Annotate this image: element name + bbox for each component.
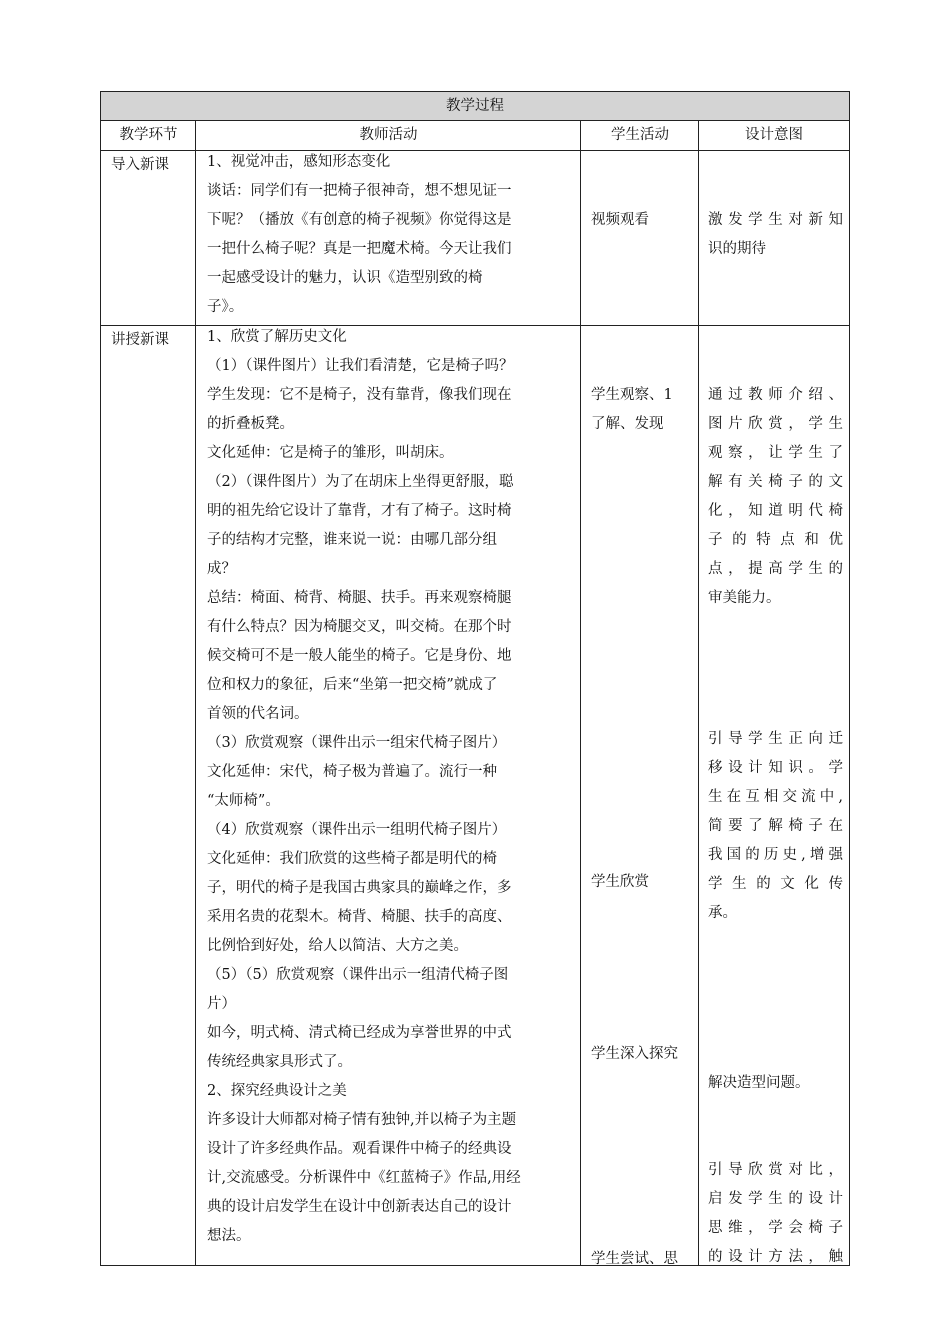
- text-line: 成？: [207, 561, 236, 577]
- text-line: 如今，明式椅、清式椅已经成为享誉世界的中式: [207, 1025, 512, 1041]
- text-line: 想法。: [207, 1228, 251, 1244]
- teacher-activity: [207, 323, 577, 1251]
- text-line: 文化延伸：它是椅子的雏形，叫胡床。: [207, 445, 454, 461]
- text-line: 文化延伸：宋代，椅子极为普遍了。流行一种: [207, 764, 497, 780]
- text-line: 生在互相交流中,: [708, 789, 843, 805]
- text-line: （4）欣赏观察（课件出示一组明代椅子图片）: [207, 822, 507, 838]
- text-line: 的折叠板凳。: [207, 416, 294, 432]
- text-line: 点，提高学生的: [708, 561, 843, 577]
- text-line: 1、欣赏了解历史文化: [207, 329, 347, 345]
- teaching-process-table: [100, 91, 850, 1266]
- text-line: 候交椅可不是一般人能坐的椅子。它是身份、地: [207, 648, 512, 664]
- text-line: 我国的历史,增强: [708, 847, 843, 863]
- text-line: 简要了解椅子在: [708, 818, 843, 834]
- text-line: 引导欣赏对比，: [708, 1162, 843, 1178]
- text-line: 观察，让学生了: [708, 445, 843, 461]
- student-activity: [591, 1040, 701, 1069]
- text-line: 学生的文化传: [708, 876, 843, 892]
- text-line: 文化延伸：我们欣赏的这些椅子都是明代的椅: [207, 851, 497, 867]
- text-line: 识的期待: [708, 241, 766, 257]
- student-activity: [591, 868, 701, 897]
- design-intent: [708, 725, 843, 928]
- text-line: 通过教师介绍、: [708, 387, 843, 403]
- design-intent: [708, 206, 843, 264]
- text-line: （3）欣赏观察（课件出示一组宋代椅子图片）: [207, 735, 507, 751]
- table-title: 教学过程: [101, 92, 849, 120]
- text-line: 学生欣赏: [591, 874, 649, 890]
- stage-label: 讲授新课: [111, 332, 169, 348]
- text-line: 引导学生正向迁: [708, 731, 843, 747]
- design-intent: [708, 1156, 843, 1272]
- text-line: 传统经典家具形式了。: [207, 1054, 352, 1070]
- text-line: 许多设计大师都对椅子情有独钟,并以椅子为主题: [207, 1112, 517, 1128]
- teacher-activity: [207, 148, 577, 322]
- text-line: 化，知道明代椅: [708, 503, 843, 519]
- text-line: 典的设计启发学生在设计中创新表达自己的设计: [207, 1199, 512, 1215]
- text-line: 总结：椅面、椅背、椅腿、扶手。再来观察椅腿: [207, 590, 512, 606]
- stage-label: 导入新课: [111, 157, 169, 173]
- text-line: 片）: [207, 996, 236, 1012]
- text-line: 学生观察、1: [591, 387, 673, 403]
- text-line: 子》。: [207, 299, 244, 315]
- text-line: 启发学生的设计: [708, 1191, 843, 1207]
- text-line: 1、视觉冲击，感知形态变化: [207, 154, 391, 170]
- header-student: 学生活动: [611, 127, 669, 143]
- divider: [698, 121, 699, 1265]
- text-line: （2）（课件图片）为了在胡床上坐得更舒服，聪: [207, 474, 514, 490]
- header-intent: 设计意图: [745, 127, 803, 143]
- text-line: 解决造型问题。: [708, 1075, 810, 1091]
- text-line: 设计了许多经典作品。观看课件中椅子的经典设: [207, 1141, 512, 1157]
- design-intent: [708, 381, 843, 613]
- header-teacher: 教师活动: [359, 127, 418, 143]
- text-line: 计,交流感受。分析课件中《红蓝椅子》作品,用经: [207, 1170, 521, 1186]
- divider: [195, 121, 196, 1265]
- text-line: （5）（5）欣赏观察（课件出示一组清代椅子图: [207, 967, 509, 983]
- text-line: 子的结构才完整，谁来说一说：由哪几部分组: [207, 532, 497, 548]
- text-line: 位和权力的象征，后来“坐第一把交椅”就成了: [207, 677, 498, 693]
- text-line: 学生尝试、思: [591, 1251, 678, 1267]
- text-line: 2、探究经典设计之美: [207, 1083, 347, 1099]
- text-line: 学生深入探究: [591, 1046, 678, 1062]
- text-line: 谈话：同学们有一把椅子很神奇，想不想见证一: [207, 183, 512, 199]
- text-line: 审美能力。: [708, 590, 781, 606]
- text-line: 一起感受设计的魅力，认识《造型别致的椅: [207, 270, 483, 286]
- text-line: 视频观看: [591, 212, 649, 228]
- text-line: 解有关椅子的文: [708, 474, 843, 490]
- design-intent: [708, 1069, 843, 1098]
- text-line: “太师椅”。: [207, 793, 280, 809]
- text-line: 承。: [708, 905, 737, 921]
- text-line: 有什么特点？因为椅腿交叉，叫交椅。在那个时: [207, 619, 512, 635]
- text-line: 明的祖先给它设计了靠背，才有了椅子。这时椅: [207, 503, 512, 519]
- text-line: 子，明代的椅子是我国古典家具的巅峰之作，多: [207, 880, 512, 896]
- divider: [580, 121, 581, 1265]
- text-line: 一把什么椅子呢？真是一把魔术椅。今天让我们: [207, 241, 512, 257]
- text-line: 首领的代名词。: [207, 706, 309, 722]
- text-line: 采用名贵的花梨木。椅背、椅腿、扶手的高度、: [207, 909, 512, 925]
- text-line: 图片欣赏，学生: [708, 416, 843, 432]
- text-line: 激发学生对新知: [708, 212, 843, 228]
- text-line: 了解、发现: [591, 416, 664, 432]
- text-line: 移设计知识。学: [708, 760, 843, 776]
- student-activity: [591, 206, 701, 235]
- text-line: 比例恰到好处，给人以简洁、大方之美。: [207, 938, 468, 954]
- text-line: 的设计方法，触: [708, 1249, 843, 1265]
- text-line: 子的特点和优: [708, 532, 843, 548]
- text-line: （1）（课件图片）让我们看清楚，它是椅子吗？: [207, 358, 514, 374]
- text-line: 学生发现：它不是椅子，没有靠背，像我们现在: [207, 387, 512, 403]
- header-stage: 教学环节: [119, 127, 178, 143]
- text-line: 下呢？（播放《有创意的椅子视频》你觉得这是: [207, 212, 512, 228]
- text-line: 思维，学会椅子: [708, 1220, 843, 1236]
- student-activity: [591, 381, 701, 439]
- student-activity: [591, 1245, 701, 1274]
